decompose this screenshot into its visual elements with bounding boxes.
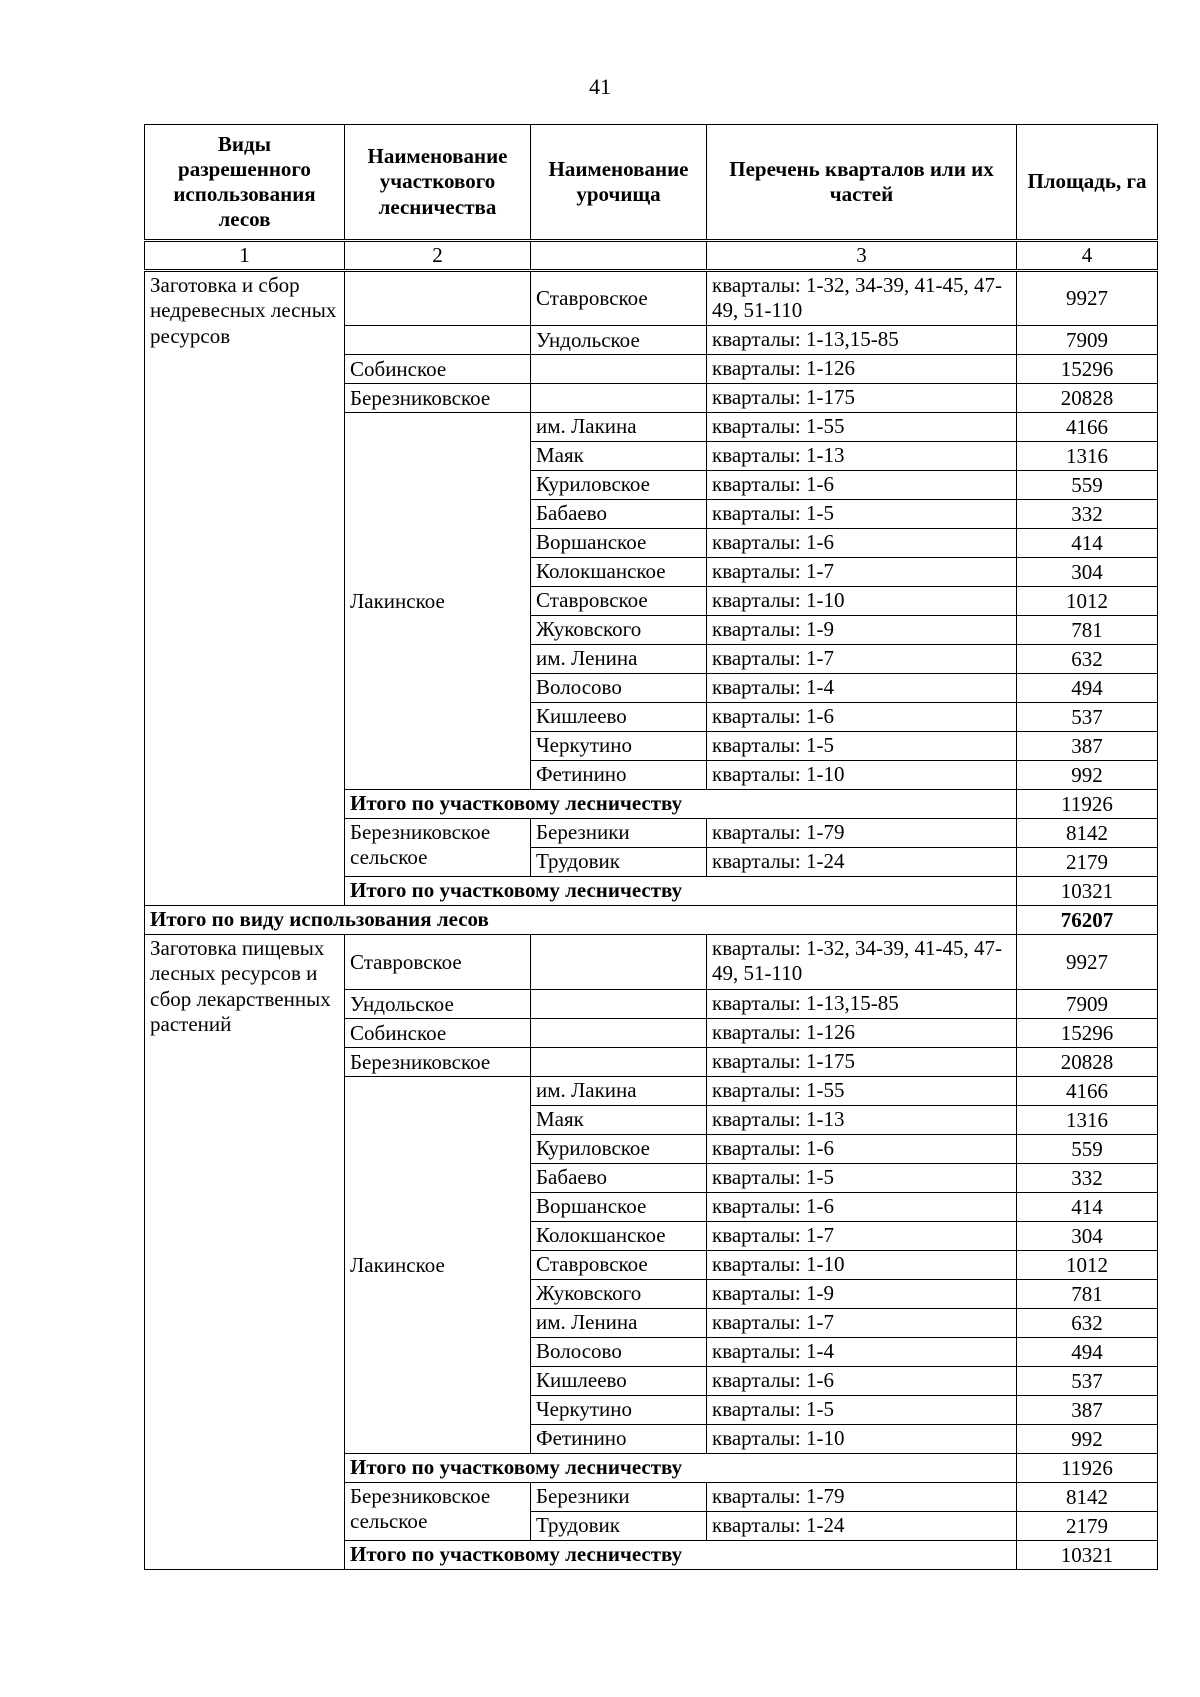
quarters-cell: кварталы: 1-126 — [707, 355, 1017, 384]
forestry-cell: Березниковское сельское — [345, 819, 531, 877]
header-quarters: Перечень кварталов или их частей — [707, 125, 1017, 241]
tract-cell: Маяк — [531, 1106, 707, 1135]
tract-cell: Ундольское — [531, 326, 707, 355]
forestry-cell: Лакинское — [345, 413, 531, 790]
area-cell: 332 — [1017, 1164, 1158, 1193]
area-cell: 781 — [1017, 616, 1158, 645]
area-cell: 8142 — [1017, 1483, 1158, 1512]
quarters-cell: кварталы: 1-5 — [707, 1164, 1017, 1193]
area-cell: 992 — [1017, 761, 1158, 790]
quarters-cell: кварталы: 1-79 — [707, 1483, 1017, 1512]
tract-cell — [531, 1019, 707, 1048]
area-cell: 632 — [1017, 1309, 1158, 1338]
area-cell: 387 — [1017, 1396, 1158, 1425]
quarters-cell: кварталы: 1-126 — [707, 1019, 1017, 1048]
tract-cell: Черкутино — [531, 1396, 707, 1425]
tract-cell: Куриловское — [531, 471, 707, 500]
quarters-cell: кварталы: 1-7 — [707, 558, 1017, 587]
quarters-cell: кварталы: 1-6 — [707, 471, 1017, 500]
subtotal-label: Итого по участковому лесничеству — [345, 790, 1017, 819]
forestry-cell — [345, 271, 531, 326]
quarters-cell: кварталы: 1-7 — [707, 645, 1017, 674]
forestry-cell: Ундольское — [345, 990, 531, 1019]
area-cell: 9927 — [1017, 271, 1158, 326]
subtotal-label: Итого по участковому лесничеству — [345, 1541, 1017, 1570]
area-cell: 2179 — [1017, 848, 1158, 877]
tract-cell: Жуковского — [531, 1280, 707, 1309]
forest-use-table — [144, 124, 1158, 1570]
area-cell: 414 — [1017, 529, 1158, 558]
forestry-cell: Собинское — [345, 1019, 531, 1048]
tract-cell: Волосово — [531, 674, 707, 703]
tract-cell: Кишлеево — [531, 1367, 707, 1396]
quarters-cell: кварталы: 1-5 — [707, 1396, 1017, 1425]
quarters-cell: кварталы: 1-55 — [707, 1077, 1017, 1106]
quarters-cell: кварталы: 1-13,15-85 — [707, 326, 1017, 355]
tract-cell: Фетинино — [531, 761, 707, 790]
subtotal-label: Итого по участковому лесничеству — [345, 1454, 1017, 1483]
quarters-cell: кварталы: 1-79 — [707, 819, 1017, 848]
quarters-cell: кварталы: 1-32, 34-39, 41-45, 47-49, 51-110 — [707, 935, 1017, 990]
area-cell: 1012 — [1017, 1251, 1158, 1280]
quarters-cell: кварталы: 1-175 — [707, 1048, 1017, 1077]
area-cell: 632 — [1017, 645, 1158, 674]
area-cell: 387 — [1017, 732, 1158, 761]
area-cell: 537 — [1017, 703, 1158, 732]
tract-cell: Куриловское — [531, 1135, 707, 1164]
quarters-cell: кварталы: 1-10 — [707, 1425, 1017, 1454]
col-number: 2 — [345, 241, 531, 271]
area-cell: 992 — [1017, 1425, 1158, 1454]
tract-cell: Ставровское — [531, 1251, 707, 1280]
area-cell: 1316 — [1017, 442, 1158, 471]
tract-cell: Березники — [531, 819, 707, 848]
col-number: 4 — [1017, 241, 1158, 271]
forestry-cell: Лакинское — [345, 1077, 531, 1454]
area-cell: 8142 — [1017, 819, 1158, 848]
quarters-cell: кварталы: 1-9 — [707, 1280, 1017, 1309]
quarters-cell: кварталы: 1-10 — [707, 761, 1017, 790]
quarters-cell: кварталы: 1-10 — [707, 587, 1017, 616]
forestry-cell: Собинское — [345, 355, 531, 384]
tract-cell: им. Лакина — [531, 1077, 707, 1106]
quarters-cell: кварталы: 1-9 — [707, 616, 1017, 645]
quarters-cell: кварталы: 1-10 — [707, 1251, 1017, 1280]
page-number: 41 — [589, 74, 611, 99]
tract-cell — [531, 990, 707, 1019]
area-cell: 2179 — [1017, 1512, 1158, 1541]
header-use-type: Виды разрешенного использования лесов — [145, 125, 345, 241]
tract-cell: Фетинино — [531, 1425, 707, 1454]
area-cell: 1316 — [1017, 1106, 1158, 1135]
header-area: Площадь, га — [1017, 125, 1158, 241]
quarters-cell: кварталы: 1-13,15-85 — [707, 990, 1017, 1019]
area-cell: 494 — [1017, 1338, 1158, 1367]
quarters-cell: кварталы: 1-6 — [707, 1193, 1017, 1222]
use-total-area: 76207 — [1017, 906, 1158, 935]
tract-cell: им. Ленина — [531, 1309, 707, 1338]
use-total-row — [145, 906, 1158, 935]
forestry-cell — [345, 326, 531, 355]
tract-cell — [531, 1048, 707, 1077]
area-cell: 304 — [1017, 558, 1158, 587]
area-cell: 781 — [1017, 1280, 1158, 1309]
quarters-cell: кварталы: 1-6 — [707, 529, 1017, 558]
subtotal-area: 10321 — [1017, 1541, 1158, 1570]
tract-cell: им. Лакина — [531, 413, 707, 442]
area-cell: 7909 — [1017, 326, 1158, 355]
tract-cell: Бабаево — [531, 1164, 707, 1193]
subtotal-area: 11926 — [1017, 1454, 1158, 1483]
col-number: 1 — [145, 241, 345, 271]
tract-cell: Волосово — [531, 1338, 707, 1367]
tract-cell: Кишлеево — [531, 703, 707, 732]
tract-cell — [531, 355, 707, 384]
tract-cell: Ставровское — [531, 271, 707, 326]
table-row — [145, 271, 1158, 326]
quarters-cell: кварталы: 1-7 — [707, 1222, 1017, 1251]
quarters-cell: кварталы: 1-6 — [707, 703, 1017, 732]
subtotal-label: Итого по участковому лесничеству — [345, 877, 1017, 906]
quarters-cell: кварталы: 1-5 — [707, 500, 1017, 529]
table-row — [145, 935, 1158, 990]
quarters-cell: кварталы: 1-7 — [707, 1309, 1017, 1338]
header-tract: Наименование урочища — [531, 125, 707, 241]
use-type-cell: Заготовка и сбор недревесных лесных ресурсов — [145, 271, 345, 906]
tract-cell: Бабаево — [531, 500, 707, 529]
quarters-cell: кварталы: 1-6 — [707, 1135, 1017, 1164]
area-cell: 559 — [1017, 1135, 1158, 1164]
tract-cell: Воршанское — [531, 529, 707, 558]
col-number: 3 — [707, 241, 1017, 271]
tract-cell: Колокшанское — [531, 558, 707, 587]
quarters-cell: кварталы: 1-4 — [707, 1338, 1017, 1367]
area-cell: 15296 — [1017, 355, 1158, 384]
forestry-cell: Березниковское — [345, 1048, 531, 1077]
subtotal-area: 10321 — [1017, 877, 1158, 906]
area-cell: 4166 — [1017, 413, 1158, 442]
quarters-cell: кварталы: 1-4 — [707, 674, 1017, 703]
tract-cell: Черкутино — [531, 732, 707, 761]
area-cell: 494 — [1017, 674, 1158, 703]
quarters-cell: кварталы: 1-32, 34-39, 41-45, 47-49, 51-110 — [707, 271, 1017, 326]
forestry-cell: Ставровское — [345, 935, 531, 990]
tract-cell: Воршанское — [531, 1193, 707, 1222]
area-cell: 7909 — [1017, 990, 1158, 1019]
area-cell: 559 — [1017, 471, 1158, 500]
use-type-cell: Заготовка пищевых лесных ресурсов и сбор лекарственных растений — [145, 935, 345, 1570]
area-cell: 20828 — [1017, 384, 1158, 413]
header-forestry: Наименование участкового лесничества — [345, 125, 531, 241]
quarters-cell: кварталы: 1-175 — [707, 384, 1017, 413]
quarters-cell: кварталы: 1-55 — [707, 413, 1017, 442]
quarters-cell: кварталы: 1-13 — [707, 1106, 1017, 1135]
area-cell: 332 — [1017, 500, 1158, 529]
tract-cell: Ставровское — [531, 587, 707, 616]
area-cell: 9927 — [1017, 935, 1158, 990]
quarters-cell: кварталы: 1-6 — [707, 1367, 1017, 1396]
area-cell: 537 — [1017, 1367, 1158, 1396]
quarters-cell: кварталы: 1-13 — [707, 442, 1017, 471]
tract-cell: Березники — [531, 1483, 707, 1512]
use-total-label: Итого по виду использования лесов — [145, 906, 1017, 935]
area-cell: 20828 — [1017, 1048, 1158, 1077]
quarters-cell: кварталы: 1-5 — [707, 732, 1017, 761]
col-number — [531, 241, 707, 271]
tract-cell — [531, 935, 707, 990]
forestry-cell: Березниковское сельское — [345, 1483, 531, 1541]
tract-cell: им. Ленина — [531, 645, 707, 674]
subtotal-area: 11926 — [1017, 790, 1158, 819]
area-cell: 15296 — [1017, 1019, 1158, 1048]
area-cell: 4166 — [1017, 1077, 1158, 1106]
tract-cell — [531, 384, 707, 413]
area-cell: 304 — [1017, 1222, 1158, 1251]
forestry-cell: Березниковское — [345, 384, 531, 413]
tract-cell: Колокшанское — [531, 1222, 707, 1251]
tract-cell: Жуковского — [531, 616, 707, 645]
tract-cell: Трудовик — [531, 1512, 707, 1541]
quarters-cell: кварталы: 1-24 — [707, 1512, 1017, 1541]
quarters-cell: кварталы: 1-24 — [707, 848, 1017, 877]
tract-cell: Маяк — [531, 442, 707, 471]
area-cell: 414 — [1017, 1193, 1158, 1222]
tract-cell: Трудовик — [531, 848, 707, 877]
area-cell: 1012 — [1017, 587, 1158, 616]
column-numbers-row — [145, 241, 1158, 271]
